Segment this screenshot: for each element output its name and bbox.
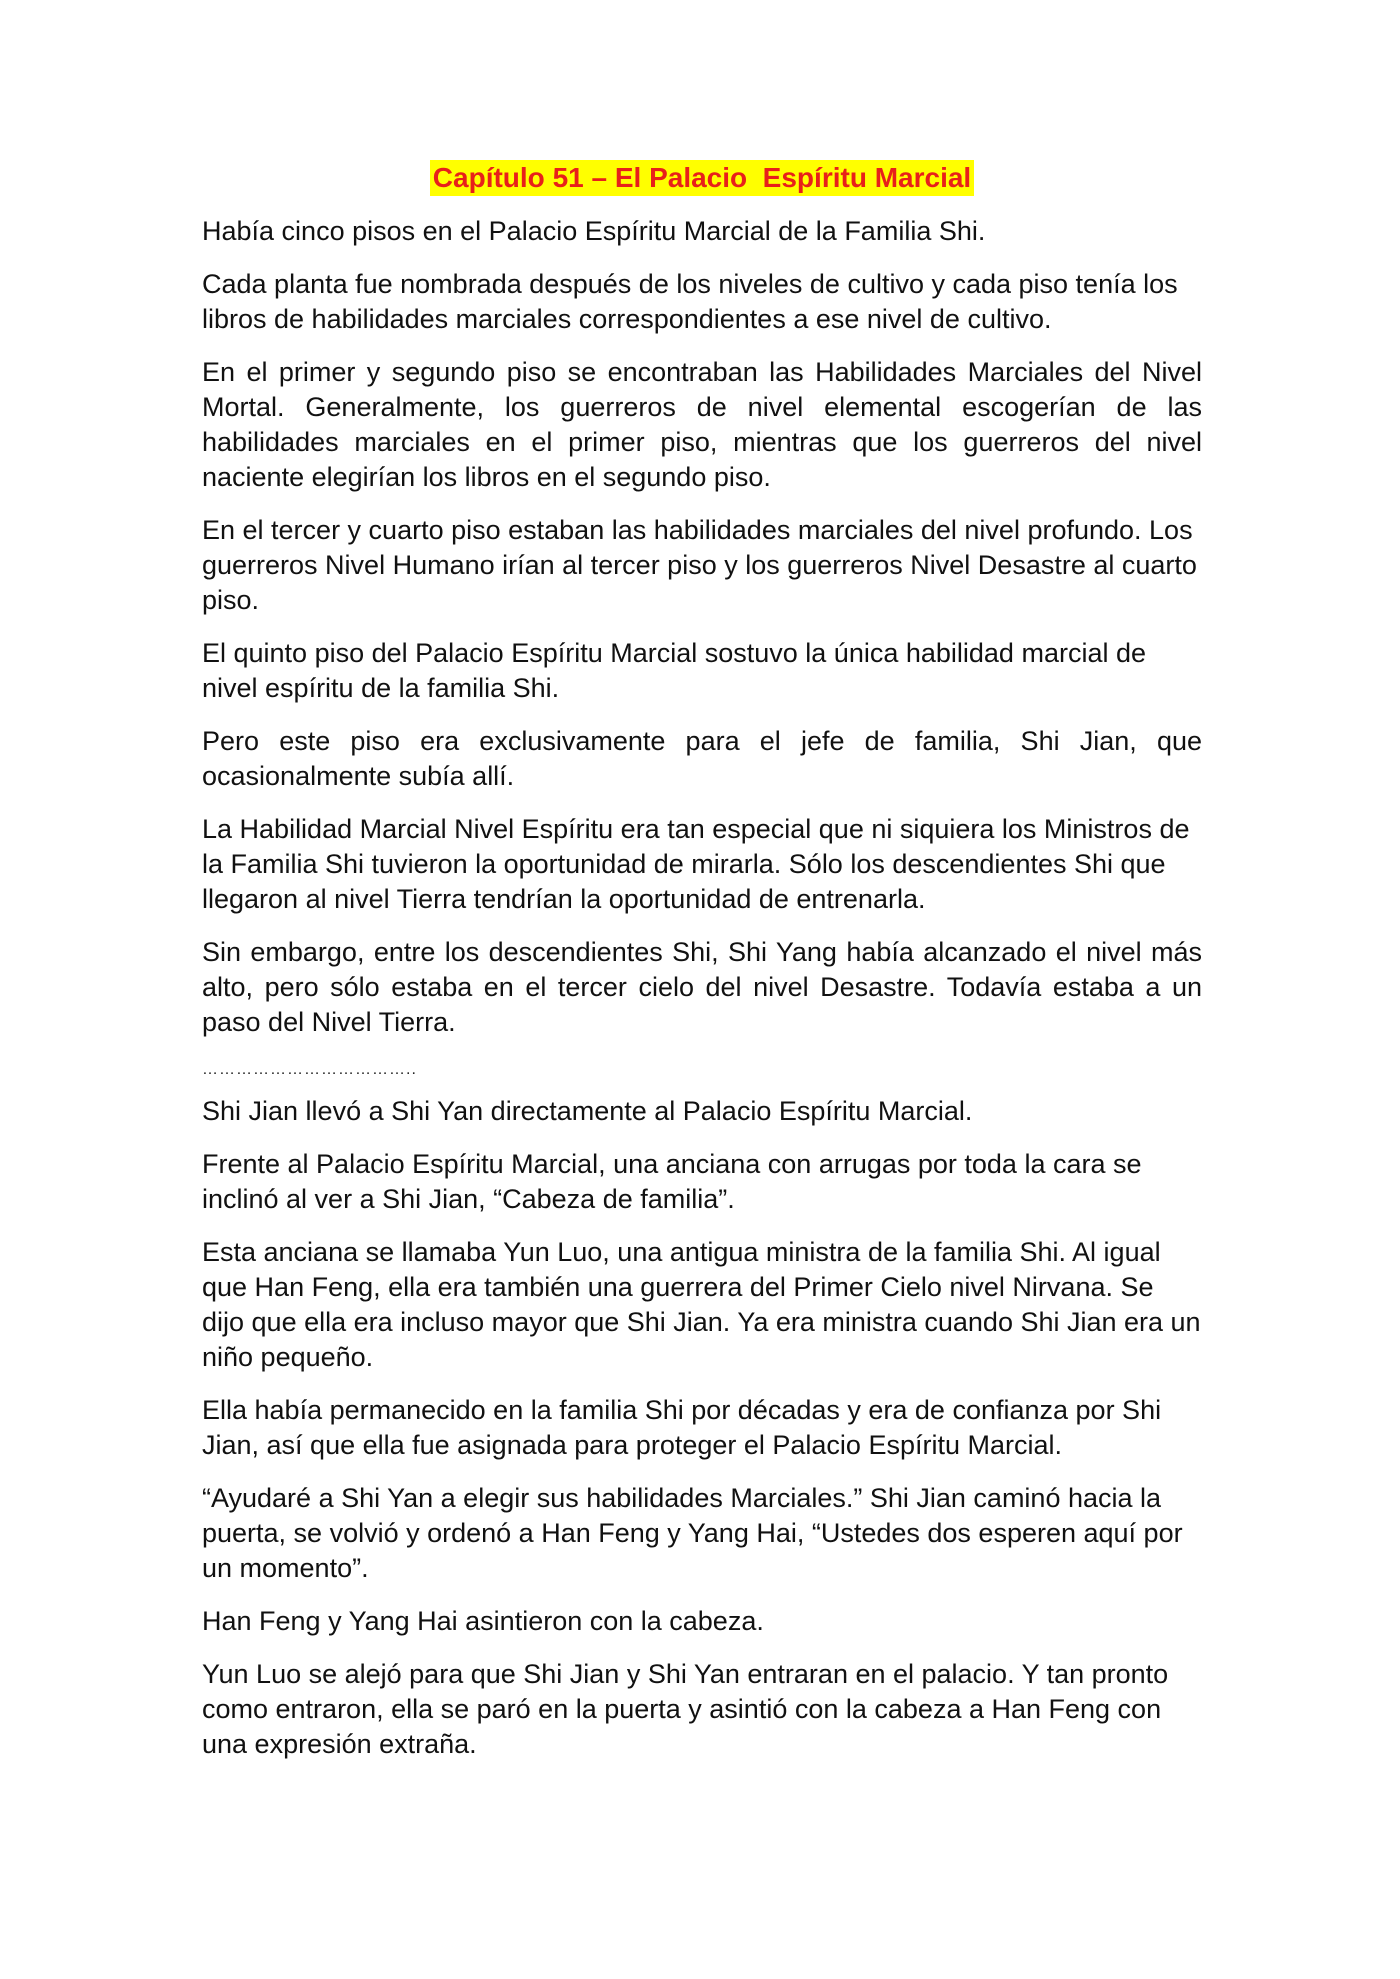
chapter-title-wrap <box>202 160 1202 196</box>
paragraph: Ella había permanecido en la familia Shi por décadas y era de confianza por Shi Jian, así que ella fue asignada para proteger el Palacio Espíritu Marcial. <box>202 1395 1162 1460</box>
document-page <box>202 160 1202 1780</box>
paragraph: Sin embargo, entre los descendientes Shi, Shi Yang había alcanzado el nivel más alto, pero sólo estaba en el tercer cielo del nivel Desastre. Todavía estaba a un paso del Nivel Tierra. <box>202 937 1202 1037</box>
paragraph: Había cinco pisos en el Palacio Espíritu Marcial de la Familia Shi. <box>202 216 986 246</box>
paragraph: En el primer y segundo piso se encontraban las Habilidades Marciales del Nivel Mortal. Generalmente, los guerreros de nivel elemental escogerían de las habilidades marciales en el primer piso, mientras que los guerreros del nivel naciente elegirían los libros en el segundo piso. <box>202 357 1202 492</box>
paragraph: Frente al Palacio Espíritu Marcial, una anciana con arrugas por toda la cara se inclinó al ver a Shi Jian, “Cabeza de familia”. <box>202 1149 1142 1214</box>
paragraph: Esta anciana se llamaba Yun Luo, una antigua ministra de la familia Shi. Al igual que Han Feng, ella era también una guerrera del Primer Cielo nivel Nirvana. Se dijo que ella era incluso mayor que Shi Jian. Ya era ministra cuando Shi Jian era un niño pequeño. <box>202 1237 1201 1372</box>
paragraph: Han Feng y Yang Hai asintieron con la cabeza. <box>202 1606 764 1636</box>
paragraph: Shi Jian llevó a Shi Yan directamente al Palacio Espíritu Marcial. <box>202 1096 973 1126</box>
section-separator: ……………………………….. <box>202 1061 417 1078</box>
paragraph: La Habilidad Marcial Nivel Espíritu era tan especial que ni siquiera los Ministros de la Familia Shi tuvieron la oportunidad de mirarla. Sólo los descendientes Shi que llegaron al nivel Tierra tendrían la oportunidad de entrenarla. <box>202 814 1190 914</box>
paragraph: Pero este piso era exclusivamente para el jefe de familia, Shi Jian, que ocasionalmente subía allí. <box>202 726 1202 791</box>
paragraph: Yun Luo se alejó para que Shi Jian y Shi Yan entraran en el palacio. Y tan pronto como entraron, ella se paró en la puerta y asintió con la cabeza a Han Feng con una expresión extraña. <box>202 1659 1169 1759</box>
paragraph: En el tercer y cuarto piso estaban las habilidades marciales del nivel profundo. Los guerreros Nivel Humano irían al tercer piso y los guerreros Nivel Desastre al cuarto piso. <box>202 515 1197 615</box>
paragraph: “Ayudaré a Shi Yan a elegir sus habilidades Marciales.” Shi Jian caminó hacia la puerta, se volvió y ordenó a Han Feng y Yang Hai, “Ustedes dos esperen aquí por un momento”. <box>202 1483 1183 1583</box>
chapter-title: Capítulo 51 – El Palacio Espíritu Marcial <box>430 160 974 196</box>
paragraph: Cada planta fue nombrada después de los niveles de cultivo y cada piso tenía los libros de habilidades marciales correspondientes a ese nivel de cultivo. <box>202 269 1178 334</box>
paragraph: El quinto piso del Palacio Espíritu Marcial sostuvo la única habilidad marcial de nivel espíritu de la familia Shi. <box>202 638 1146 703</box>
